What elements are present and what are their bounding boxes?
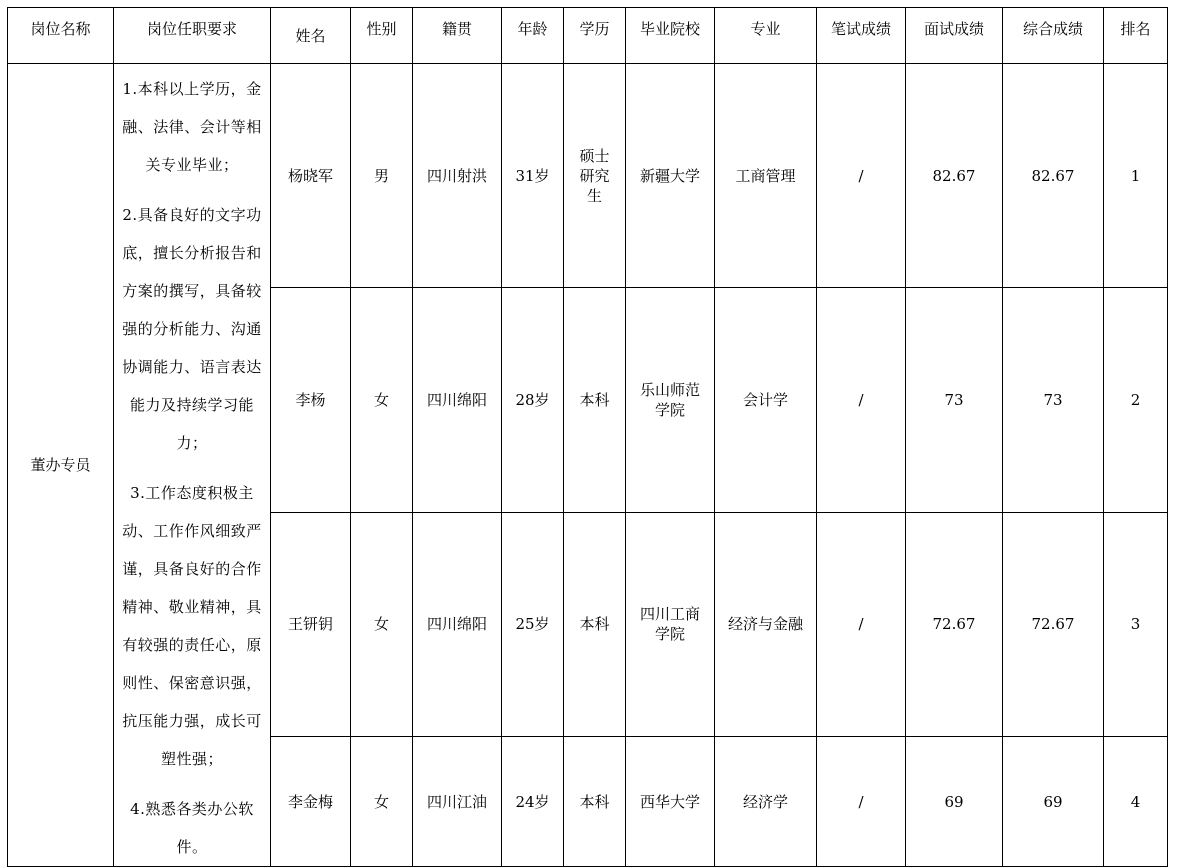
rank-cell: 2 <box>1104 288 1168 512</box>
header-cell: 岗位名称 <box>8 8 114 64</box>
school-cell: 四川工商学院 <box>626 512 715 736</box>
major-cell: 会计学 <box>715 288 817 512</box>
requirement-item: 1.本科以上学历，金融、法律、会计等相关专业毕业； <box>122 80 262 174</box>
school-cell: 西华大学 <box>626 737 715 867</box>
total-score-cell: 73 <box>1003 288 1104 512</box>
header-cell: 笔试成绩 <box>817 8 906 64</box>
header-row <box>8 8 1168 64</box>
school-cell: 新疆大学 <box>626 64 715 288</box>
major-cell: 工商管理 <box>715 64 817 288</box>
education-cell: 硕士研究生 <box>564 64 626 288</box>
education-cell: 本科 <box>564 512 626 736</box>
header-cell: 专业 <box>715 8 817 64</box>
header-cell: 毕业院校 <box>626 8 715 64</box>
header-cell: 学历 <box>564 8 626 64</box>
written-score-cell: / <box>817 64 906 288</box>
rank-cell: 4 <box>1104 737 1168 867</box>
interview-score-cell: 69 <box>906 737 1003 867</box>
written-score-cell: / <box>817 288 906 512</box>
header-cell: 姓名 <box>271 8 351 64</box>
total-score-cell: 69 <box>1003 737 1104 867</box>
education-cell: 本科 <box>564 737 626 867</box>
name-cell: 李金梅 <box>271 737 351 867</box>
interview-score-cell: 73 <box>906 288 1003 512</box>
hometown-cell: 四川绵阳 <box>413 512 502 736</box>
age-cell: 31岁 <box>502 64 564 288</box>
total-score-cell: 72.67 <box>1003 512 1104 736</box>
total-score-cell: 82.67 <box>1003 64 1104 288</box>
hometown-cell: 四川射洪 <box>413 64 502 288</box>
name-cell: 李杨 <box>271 288 351 512</box>
requirement-item: 3.工作态度积极主动、工作作风细致严谨，具备良好的合作精神、敬业精神，具有较强的责任心，原则性、保密意识强，抗压能力强，成长可塑性强； <box>122 484 262 768</box>
header-cell: 年龄 <box>502 8 564 64</box>
written-score-cell: / <box>817 512 906 736</box>
position-name-cell: 董办专员 <box>8 64 114 867</box>
header-cell: 籍贯 <box>413 8 502 64</box>
table-row <box>8 64 1168 288</box>
rank-cell: 1 <box>1104 64 1168 288</box>
results-table <box>7 7 1168 867</box>
header-cell: 排名 <box>1104 8 1168 64</box>
header-cell: 面试成绩 <box>906 8 1003 64</box>
interview-score-cell: 82.67 <box>906 64 1003 288</box>
requirements-cell <box>114 64 271 867</box>
name-cell: 杨晓军 <box>271 64 351 288</box>
requirement-item: 2.具备良好的文字功底，擅长分析报告和方案的撰写，具备较强的分析能力、沟通协调能力、语言表达能力及持续学习能力； <box>122 206 262 452</box>
gender-cell: 男 <box>351 64 413 288</box>
gender-cell: 女 <box>351 288 413 512</box>
requirement-item: 4.熟悉各类办公软件。 <box>130 800 254 856</box>
education-cell: 本科 <box>564 288 626 512</box>
major-cell: 经济学 <box>715 737 817 867</box>
hometown-cell: 四川江油 <box>413 737 502 867</box>
major-cell: 经济与金融 <box>715 512 817 736</box>
interview-score-cell: 72.67 <box>906 512 1003 736</box>
written-score-cell: / <box>817 737 906 867</box>
age-cell: 28岁 <box>502 288 564 512</box>
header-cell: 综合成绩 <box>1003 8 1104 64</box>
age-cell: 24岁 <box>502 737 564 867</box>
school-cell: 乐山师范学院 <box>626 288 715 512</box>
gender-cell: 女 <box>351 737 413 867</box>
gender-cell: 女 <box>351 512 413 736</box>
age-cell: 25岁 <box>502 512 564 736</box>
rank-cell: 3 <box>1104 512 1168 736</box>
hometown-cell: 四川绵阳 <box>413 288 502 512</box>
header-cell: 性别 <box>351 8 413 64</box>
name-cell: 王钘钥 <box>271 512 351 736</box>
header-cell: 岗位任职要求 <box>114 8 271 64</box>
